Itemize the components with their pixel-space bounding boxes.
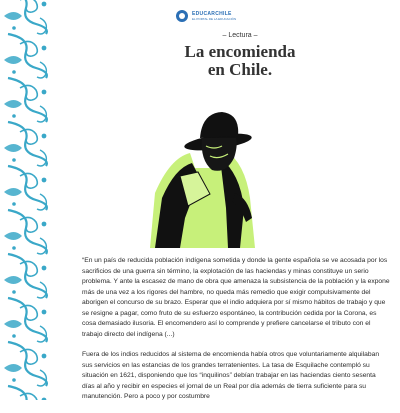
border-motif xyxy=(4,254,47,298)
section-label: – Lectura – xyxy=(222,32,258,39)
border-motif xyxy=(4,34,47,78)
logo-name: EDUCARCHILE xyxy=(192,10,232,17)
border-motif xyxy=(4,166,47,210)
border-motif xyxy=(4,298,47,342)
title-line-1: La encomienda xyxy=(184,42,296,61)
indigenous-figure-illustration xyxy=(140,98,260,248)
border-motif xyxy=(4,122,47,166)
border-motif xyxy=(4,342,47,386)
educarchile-logo-icon xyxy=(176,10,188,22)
paragraph-1: “En un país de reducida población indígena sometida y donde la gente española se ve acosada por los sacrificios de una guerra sin término, la explotación de las haciendas y minas constituye un serio problema. Y ante la escasez de mano de obra que amenaza la subsistencia de la población y la expone más de una vez a los rigores del hambre, no queda más remedio que exigir compulsivamente del aborigen el concurso de su brazo. Esperar que el indio adquiera por sí mismo hábitos de trabajo y que se resigne a pagar, como fruto de su esfuerzo espontáneo, la contribución cedida por la Corona, es cosa demasiado ilusoria. El encomendero así lo comprende y prefiere cancelarse el tributo con el trabajo directo del indígena (...) xyxy=(82,257,390,338)
ornamental-pattern xyxy=(0,0,58,400)
border-motif xyxy=(4,0,47,34)
title-line-2: en Chile. xyxy=(207,60,273,79)
article-body xyxy=(82,256,390,413)
paragraph-2: Fuera de los indios reducidos al sistema de encomienda había otros que voluntariamente alquilaban sus servicios en las estancias de los grandes terratenientes. La tasa de Esquilache contempló su situación en 1621, disponiendo que los “inquilinos” debían trabajar en las haciendas ciento sesenta días al año y recibir en especies el jornal de un Real por día además de tierra suficiente para su manutención. Pero a poco y por costumbre xyxy=(82,351,380,400)
page-title xyxy=(90,43,390,79)
logo-text xyxy=(192,12,236,21)
border-motif xyxy=(4,386,47,400)
site-logo[interactable] xyxy=(176,8,236,24)
border-motif xyxy=(4,78,47,122)
logo-tagline: EL PORTAL DE LA EDUCACIÓN xyxy=(192,16,237,21)
border-motif xyxy=(4,210,47,254)
decorative-border xyxy=(0,0,58,400)
